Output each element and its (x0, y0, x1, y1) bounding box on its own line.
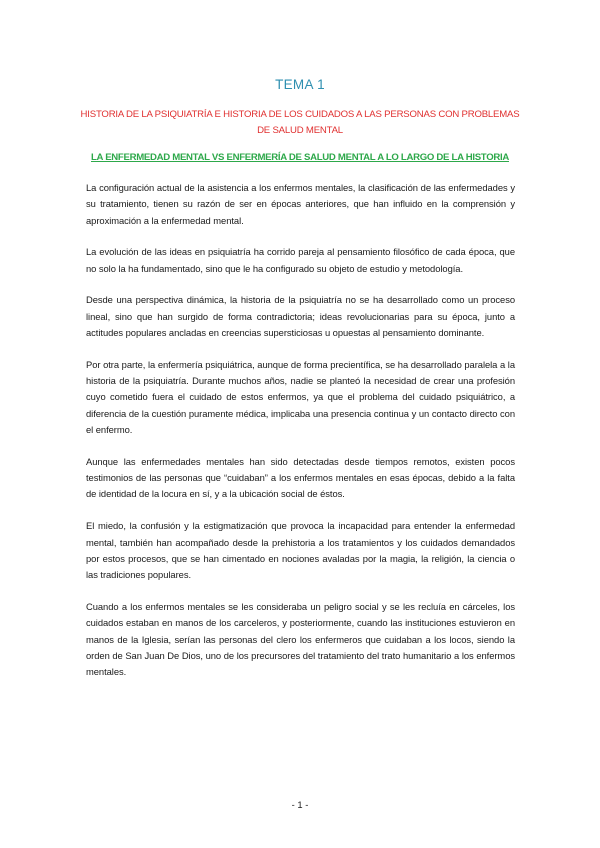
paragraph: Cuando a los enfermos mentales se les consideraba un peligro social y se les recluía en cárceles, los cuidados estaban en manos de los carceleros, y posteriormente, cuando las instituciones estuvieron en manos de la Iglesia, serían las personas del clero los enfermeros que cuidaban a los locos, siendo la orden de San Juan De Dios, uno de los precursores del tratamiento del trato humanitario a los enfermos mentales. (86, 600, 515, 678)
paragraph: La configuración actual de la asistencia a los enfermos mentales, la clasificación de las enfermedades y su tratamiento, tienen su razón de ser en épocas anteriores, que han influido en la comprensión y aproximación a la enfermedad mental. (86, 182, 515, 226)
page-title: TEMA 1 (275, 77, 325, 92)
section-heading: LA ENFERMEDAD MENTAL VS ENFERMERÍA DE SALUD MENTAL A LO LARGO DE LA HISTORIA (91, 152, 509, 163)
paragraph: La evolución de las ideas en psiquiatría ha corrido pareja al pensamiento filosófico de cada época, que no solo la ha fundamentado, sino que le ha configurado su objeto de estudio y metodología. (86, 246, 515, 274)
body-text (86, 180, 515, 696)
page-number: - 1 - (291, 799, 309, 810)
paragraph: Aunque las enfermedades mentales han sido detectadas desde tiempos remotos, existen pocos testimonios de las personas que “cuidaban” a los enfermos mentales en esas épocas, debido a la falta de identidad de la locura en sí, y a la ubicación social de éstos. (86, 455, 515, 500)
paragraph: El miedo, la confusión y la estigmatización que provoca la incapacidad para entender la enfermedad mental, también han acompañado desde la prehistoria a los tratamientos y los cuidados demandados por estos procesos, que se han cimentado en nociones avaladas por la magia, la religión, la ciencia o las tradiciones populares. (86, 520, 515, 581)
paragraph: Desde una perspectiva dinámica, la historia de la psiquiatría no se ha desarrollado como un proceso lineal, sino que han surgido de forma contradictoria; ideas revolucionarias para su época, junto a actitudes populares ancladas en creencias supersticiosas u opuestas al pensamiento dominante. (86, 294, 515, 339)
paragraph: Por otra parte, la enfermería psiquiátrica, aunque de forma precientífica, se ha desarrollado paralela a la historia de la psiquiatría. Durante muchos años, nadie se planteó la necesidad de crear una profesión cuyo cometido fuera el cuidado de estos enfermos, ya que el problema del cuidado psiquiátrico, a diferencia de la cuestión puramente médica, implicaba una presencia continua y un contacto directo con el enfermo. (86, 358, 515, 436)
document-subtitle: HISTORIA DE LA PSIQUIATRÍA E HISTORIA DE LOS CUIDADOS A LAS PERSONAS CON PROBLEMAS DE SALUD MENTAL (80, 109, 520, 136)
